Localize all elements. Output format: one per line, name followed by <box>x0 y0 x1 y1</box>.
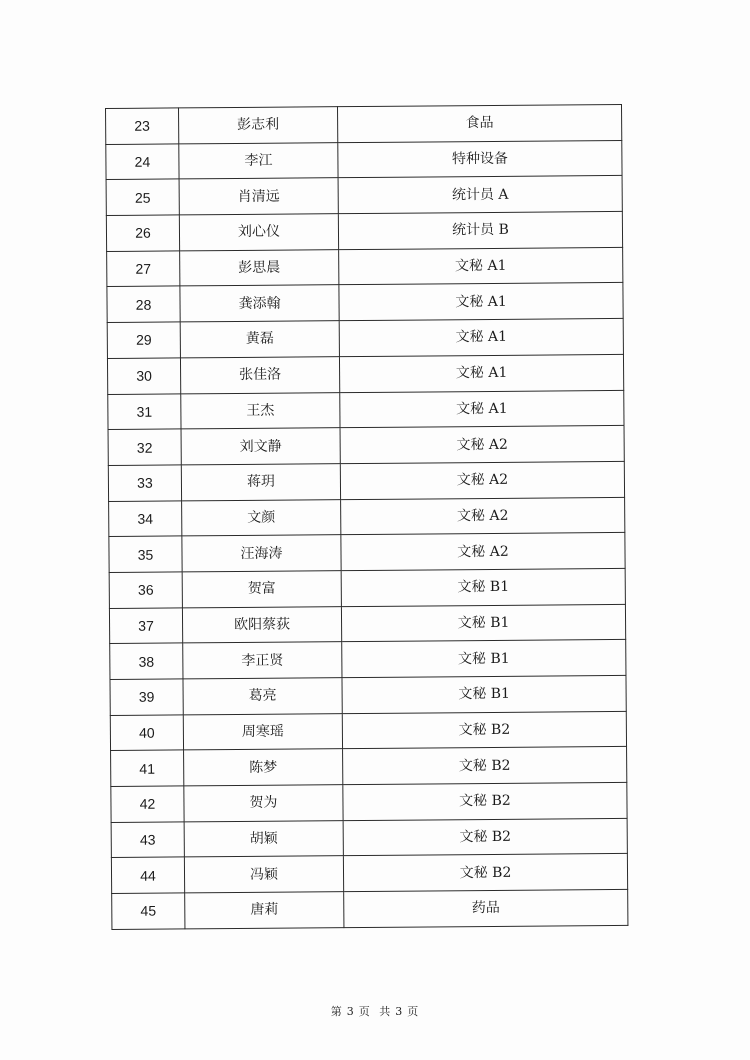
row-number-cell: 25 <box>106 179 179 215</box>
row-category-cell: 文秘 A2 <box>341 533 625 571</box>
row-category-cell: 文秘 A1 <box>340 390 624 428</box>
row-category-cell: 文秘 B1 <box>341 568 625 606</box>
row-number-cell: 28 <box>107 286 180 322</box>
row-name-cell: 汪海涛 <box>182 535 341 572</box>
table-row <box>106 212 622 252</box>
row-name-cell: 黄磊 <box>180 321 339 358</box>
table-row <box>110 675 626 715</box>
footer-page-word: 页 <box>358 1005 371 1018</box>
table-row <box>106 176 622 216</box>
row-number-cell: 35 <box>109 536 182 572</box>
roster-table <box>105 104 628 930</box>
table-row <box>111 747 627 787</box>
table-row <box>109 568 625 608</box>
row-name-cell: 刘文静 <box>181 428 340 465</box>
row-name-cell: 唐莉 <box>185 892 344 929</box>
footer-page-word-2: 页 <box>407 1005 420 1018</box>
row-number-cell: 27 <box>107 251 180 287</box>
row-category-cell: 文秘 A1 <box>339 283 623 321</box>
table-row <box>108 426 624 466</box>
footer-prefix: 第 <box>330 1005 343 1018</box>
row-number-cell: 42 <box>111 786 184 822</box>
row-name-cell: 张佳洛 <box>180 356 339 393</box>
row-category-cell: 特种设备 <box>338 140 622 178</box>
row-category-cell: 文秘 A2 <box>340 426 624 464</box>
row-name-cell: 李正贤 <box>183 642 342 679</box>
row-name-cell: 蒋玥 <box>181 464 340 501</box>
row-number-cell: 40 <box>110 715 183 751</box>
row-number-cell: 24 <box>106 144 179 180</box>
row-name-cell: 文颜 <box>182 499 341 536</box>
footer-current-page: 3 <box>346 1005 355 1018</box>
row-category-cell: 文秘 B2 <box>343 854 627 892</box>
row-name-cell: 葛亮 <box>183 678 342 715</box>
row-number-cell: 23 <box>106 108 179 144</box>
footer-total-pages: 3 <box>395 1005 404 1018</box>
row-name-cell: 彭志利 <box>179 107 338 144</box>
row-number-cell: 45 <box>112 893 185 929</box>
table-row <box>106 104 622 144</box>
row-category-cell: 文秘 A1 <box>339 247 623 285</box>
row-name-cell: 贺富 <box>182 571 341 608</box>
page-footer <box>0 1003 750 1019</box>
row-number-cell: 29 <box>107 322 180 358</box>
row-number-cell: 38 <box>110 643 183 679</box>
row-category-cell: 食品 <box>337 104 621 142</box>
table-row <box>109 497 625 537</box>
roster-table-body <box>106 104 628 929</box>
row-name-cell: 欧阳蔡荻 <box>182 606 341 643</box>
table-row <box>111 818 627 858</box>
roster-table-container <box>105 104 624 930</box>
row-number-cell: 34 <box>109 500 182 536</box>
row-name-cell: 王杰 <box>181 392 340 429</box>
table-row <box>109 533 625 573</box>
footer-total-prefix: 共 <box>379 1005 392 1018</box>
table-row <box>110 640 626 680</box>
table-row <box>108 461 624 501</box>
row-category-cell: 文秘 B1 <box>341 604 625 642</box>
table-row <box>109 604 625 644</box>
row-number-cell: 30 <box>107 358 180 394</box>
row-number-cell: 37 <box>109 608 182 644</box>
table-row <box>107 354 623 394</box>
row-name-cell: 刘心仪 <box>179 214 338 251</box>
row-number-cell: 39 <box>110 679 183 715</box>
table-row <box>107 283 623 323</box>
row-number-cell: 32 <box>108 429 181 465</box>
row-name-cell: 肖清远 <box>179 178 338 215</box>
row-number-cell: 43 <box>111 822 184 858</box>
table-row <box>108 390 624 430</box>
row-name-cell: 冯颖 <box>184 856 343 893</box>
row-category-cell: 文秘 B2 <box>342 711 626 749</box>
row-name-cell: 周寒瑶 <box>183 713 342 750</box>
row-category-cell: 文秘 B2 <box>343 782 627 820</box>
row-number-cell: 31 <box>108 393 181 429</box>
row-name-cell: 龚添翰 <box>180 285 339 322</box>
row-category-cell: 统计员 B <box>338 212 622 250</box>
row-category-cell: 文秘 B1 <box>342 640 626 678</box>
row-name-cell: 彭思晨 <box>180 249 339 286</box>
row-number-cell: 36 <box>109 572 182 608</box>
row-category-cell: 文秘 A2 <box>340 461 624 499</box>
row-number-cell: 26 <box>106 215 179 251</box>
row-category-cell: 文秘 A1 <box>339 354 623 392</box>
row-name-cell: 李江 <box>179 142 338 179</box>
row-category-cell: 文秘 B2 <box>343 818 627 856</box>
row-category-cell: 文秘 A2 <box>341 497 625 535</box>
table-row <box>111 854 627 894</box>
row-category-cell: 文秘 A1 <box>339 319 623 357</box>
table-row <box>107 247 623 287</box>
row-category-cell: 文秘 B1 <box>342 675 626 713</box>
row-name-cell: 胡颖 <box>184 820 343 857</box>
row-name-cell: 陈梦 <box>184 749 343 786</box>
row-number-cell: 41 <box>111 750 184 786</box>
table-row <box>111 782 627 822</box>
row-name-cell: 贺为 <box>184 785 343 822</box>
row-number-cell: 44 <box>111 857 184 893</box>
row-number-cell: 33 <box>108 465 181 501</box>
table-row <box>112 890 628 930</box>
row-category-cell: 文秘 B2 <box>343 747 627 785</box>
table-row <box>110 711 626 751</box>
row-category-cell: 药品 <box>344 890 628 928</box>
table-row <box>106 140 622 180</box>
row-category-cell: 统计员 A <box>338 176 622 214</box>
table-row <box>107 319 623 359</box>
